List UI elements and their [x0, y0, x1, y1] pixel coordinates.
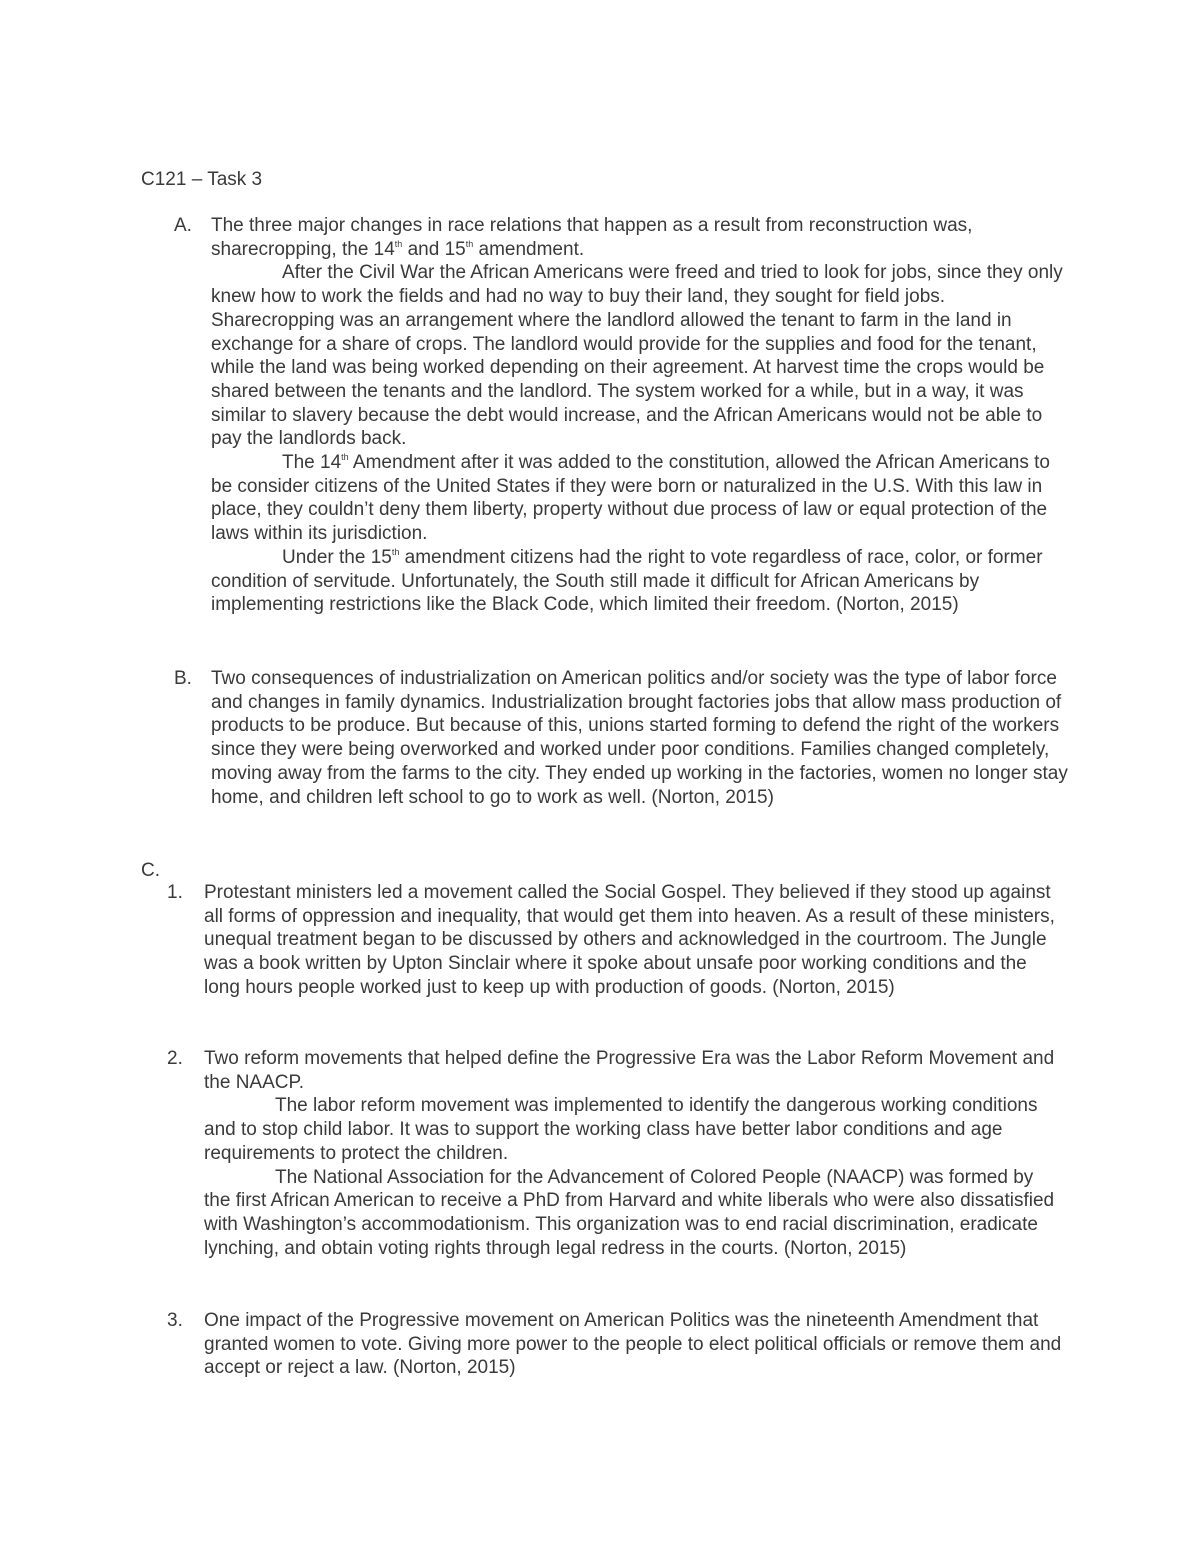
- industrialization-paragraph: Two consequences of industrialization on American politics and/or society was the type of labor force and changes in family dynamics. Industrialization brought factories jobs that allow mass production of products to be produce. But because of this, unions started forming to defend the right of the workers since they were being overworked and worked under poor conditions. Families changed completely, moving away from the farms to the city. They ended up working in the factories, women no longer stay home, and children left school to go to work as well. (Norton, 2015): [211, 668, 1068, 808]
- section-a-intro: The three major changes in race relations that happen as a result from reconstruction was, sharecropping, the 14th and 15th amendment.: [211, 215, 973, 260]
- section-c-label: C.: [141, 860, 160, 881]
- document-title: C121 – Task 3: [141, 169, 263, 190]
- naacp-paragraph: The National Association for the Advancement of Colored People (NAACP) was formed by the first African American to receive a PhD from Harvard and white liberals who were also dissatisfied with Washington’s accommodationism. This organization was to end racial discrimination, eradicate lynching, and obtain voting rights through legal redress in the courts. (Norton, 2015): [204, 1166, 1055, 1259]
- section-a-body: [211, 214, 1071, 617]
- section-a-marker: A.: [174, 215, 192, 236]
- sharecropping-paragraph: After the Civil War the African Americans were freed and tried to look for jobs, since they only knew how to work the fields and had no way to buy their land, they sought for field jobs. Sharecropping was an arrangement where the landlord allowed the tenant to farm in the land in exchange for a share of crops. The landlord would provide for the supplies and food for the tenant, while the land was being worked depending on their agreement. At harvest time the crops would be shared between the tenants and the landlord. The system worked for a while, but in a way, it was similar to slavery because the debt would increase, and the African Americans would not be able to pay the landlords back.: [211, 262, 1063, 450]
- reform-movements-intro: Two reform movements that helped define the Progressive Era was the Labor Reform Movement and the NAACP.: [204, 1048, 1055, 1093]
- section-b-marker: B.: [174, 668, 192, 689]
- section-c-item-1-body: [204, 881, 1064, 1000]
- section-c-item-3-body: [204, 1309, 1064, 1380]
- fifteenth-amendment-paragraph: Under the 15th amendment citizens had the right to vote regardless of race, color, or former condition of servitude. Unfortunately, the South still made it difficult for African Americans by implementing restrictions like the Black Code, which limited their freedom. (Norton, 2015): [211, 546, 1043, 616]
- nineteenth-amendment-paragraph: One impact of the Progressive movement on American Politics was the nineteenth Amendment that granted women to vote. Giving more power to the people to elect political officials or remove them and accept or reject a law. (Norton, 2015): [204, 1310, 1062, 1379]
- section-b-body: [211, 667, 1071, 809]
- section-c-item-2-body: [204, 1047, 1064, 1260]
- list-item-marker: 3.: [167, 1310, 183, 1331]
- list-item-marker: 2.: [167, 1048, 183, 1069]
- list-item-marker: 1.: [167, 882, 183, 903]
- social-gospel-paragraph: Protestant ministers led a movement called the Social Gospel. They believed if they stood up against all forms of oppression and inequality, that would get them into heaven. As a result of these ministers, unequal treatment began to be discussed by others and acknowledged in the courtroom. The Jungle was a book written by Upton Sinclair where it spoke about unsafe poor working conditions and the long hours people worked just to keep up with production of goods. (Norton, 2015): [204, 882, 1055, 998]
- fourteenth-amendment-paragraph: The 14th Amendment after it was added to the constitution, allowed the African Americans to be consider citizens of the United States if they were born or naturalized in the U.S. With this law in place, they couldn’t deny them liberty, property without due process of law or equal protection of the laws within its jurisdiction.: [211, 452, 1050, 545]
- labor-reform-paragraph: The labor reform movement was implemented to identify the dangerous working conditions and to stop child labor. It was to support the working class have better labor conditions and age requirements to protect the children.: [204, 1095, 1038, 1164]
